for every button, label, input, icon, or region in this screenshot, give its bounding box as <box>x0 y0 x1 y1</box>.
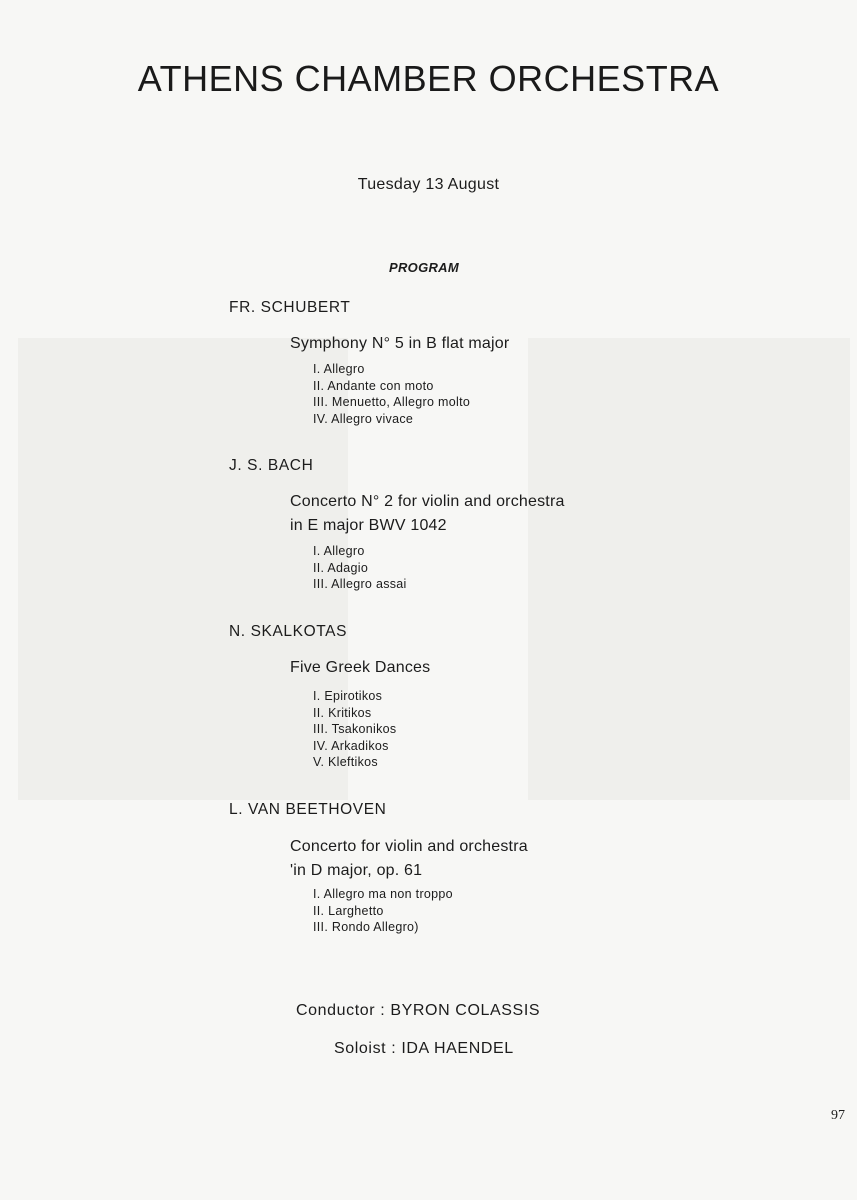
movement-item: III. Tsakonikos <box>313 722 397 736</box>
program-heading: PROGRAM <box>389 260 459 275</box>
work-title-line: Symphony N° 5 in B flat major <box>290 335 510 352</box>
work-title-line: Concerto N° 2 for violin and orchestra <box>290 493 565 510</box>
movement-item: II. Larghetto <box>313 903 384 918</box>
movement-item: V. Kleftikos <box>313 755 378 769</box>
movement-item: II. Adagio <box>313 560 369 575</box>
movement-list <box>313 688 396 771</box>
page-number: 97 <box>831 1108 845 1123</box>
movement-item: I. Epirotikos <box>313 689 383 703</box>
work-title-line: in E major BWV 1042 <box>290 517 447 534</box>
movement-item: I. Allegro ma non troppo <box>313 887 453 901</box>
movement-item: IV. Allegro vivace <box>313 411 414 426</box>
composer-name: J. S. BACH <box>229 457 314 474</box>
work-title-line: 'in D major, op. 61 <box>290 862 423 879</box>
work-title-line: Five Greek Dances <box>290 659 431 676</box>
movement-item: II. Andante con moto <box>313 378 434 393</box>
movement-item: IV. Arkadikos <box>313 738 389 753</box>
work-title <box>290 835 528 883</box>
movement-item: I. Allegro <box>313 362 365 376</box>
movement-list <box>313 886 453 936</box>
work-title <box>290 656 430 680</box>
movement-item: II. Kritikos <box>313 705 372 720</box>
movement-list <box>313 543 407 593</box>
show-through-panel <box>528 338 850 800</box>
movement-list <box>313 361 470 427</box>
show-through-panel <box>18 338 348 800</box>
conductor-credit: Conductor : BYRON COLASSIS <box>296 1002 541 1019</box>
soloist-credit: Soloist : IDA HAENDEL <box>334 1040 514 1057</box>
work-title <box>290 332 509 356</box>
composer-name: L. VAN BEETHOVEN <box>229 801 387 818</box>
page-title: ATHENS CHAMBER ORCHESTRA <box>137 58 720 99</box>
movement-item: I. Allegro <box>313 544 365 558</box>
movement-item: III. Menuetto, Allegro molto <box>313 395 471 409</box>
movement-item: III. Allegro assai <box>313 577 407 591</box>
work-title <box>290 490 565 538</box>
work-title-line: Concerto for violin and orchestra <box>290 838 528 855</box>
concert-date: Tuesday 13 August <box>357 176 500 193</box>
composer-name: FR. SCHUBERT <box>229 299 351 316</box>
movement-item: III. Rondo Allegro) <box>313 920 419 934</box>
composer-name: N. SKALKOTAS <box>229 623 348 640</box>
